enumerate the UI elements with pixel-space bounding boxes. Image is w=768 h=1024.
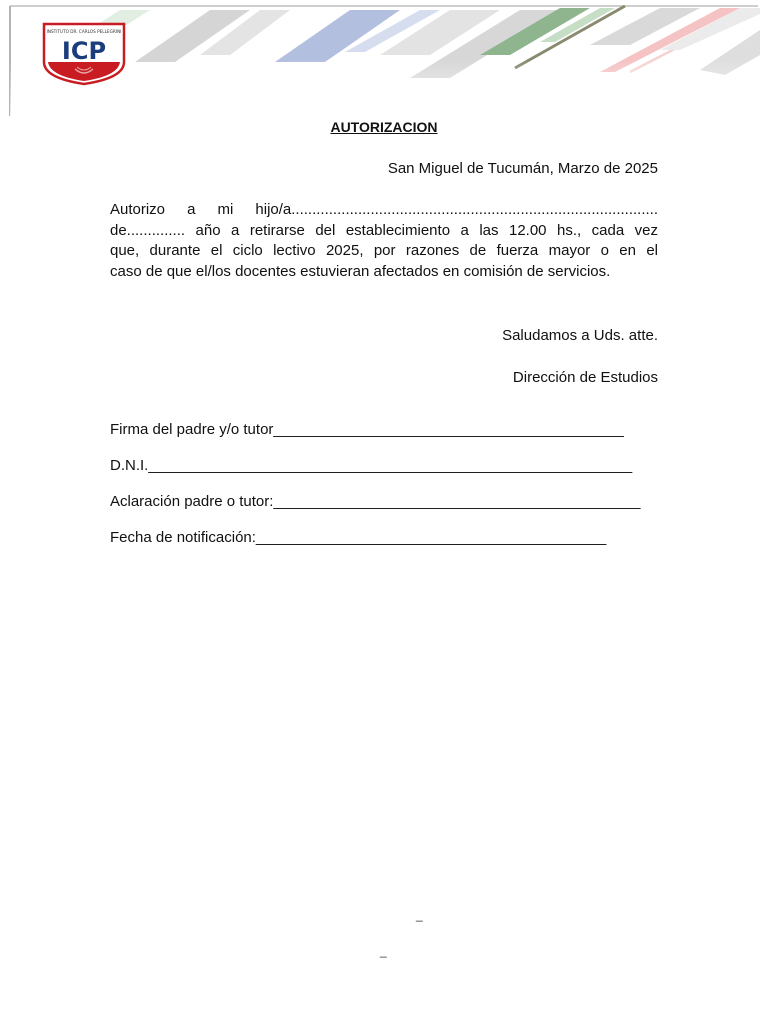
- closing-greeting: Saludamos a Uds. atte.: [502, 327, 658, 344]
- parent-clarification-field[interactable]: [110, 492, 641, 512]
- logo-text: ICP: [61, 37, 107, 65]
- parent-signature-field[interactable]: [110, 420, 624, 440]
- dni-field[interactable]: [110, 456, 632, 476]
- field-blank: __________________________________________________________: [148, 457, 633, 474]
- footer-mark: _: [416, 908, 423, 922]
- field-blank: __________________________________________: [273, 421, 624, 438]
- field-blank: __________________________________________: [255, 529, 607, 546]
- paragraph-line: de.............. año a retirarse del establecimiento a las 12.00 hs., cada vez: [110, 221, 658, 239]
- logo-subtext: INSTITUTO DR. CARLOS PELLEGRINI: [46, 29, 122, 34]
- closing-signature: Dirección de Estudios: [512, 369, 658, 386]
- field-label: D.N.I.: [110, 457, 149, 474]
- authorization-paragraph: [110, 200, 658, 283]
- place-date: San Miguel de Tucumán, Marzo de 2025: [387, 160, 658, 177]
- footer-mark: _: [380, 944, 387, 958]
- field-label: Fecha de notificación:: [110, 529, 256, 546]
- school-logo: [42, 22, 126, 86]
- page-header: [0, 0, 768, 118]
- field-label: Firma del padre y/o tutor: [110, 421, 274, 438]
- paragraph-line: caso de que el/los docentes estuvieran afectados en comisión de servicios.: [110, 263, 611, 281]
- field-label: Aclaración padre o tutor:: [110, 493, 274, 510]
- paragraph-line: que, durante el ciclo lectivo 2025, por razones de fuerza mayor o en el: [110, 242, 658, 260]
- document-title: AUTORIZACION: [330, 119, 438, 135]
- notification-date-field[interactable]: [110, 528, 606, 548]
- field-blank: ____________________________________________: [273, 493, 641, 510]
- paragraph-line: Autorizo a mi hijo/a........................................................................................: [110, 201, 658, 218]
